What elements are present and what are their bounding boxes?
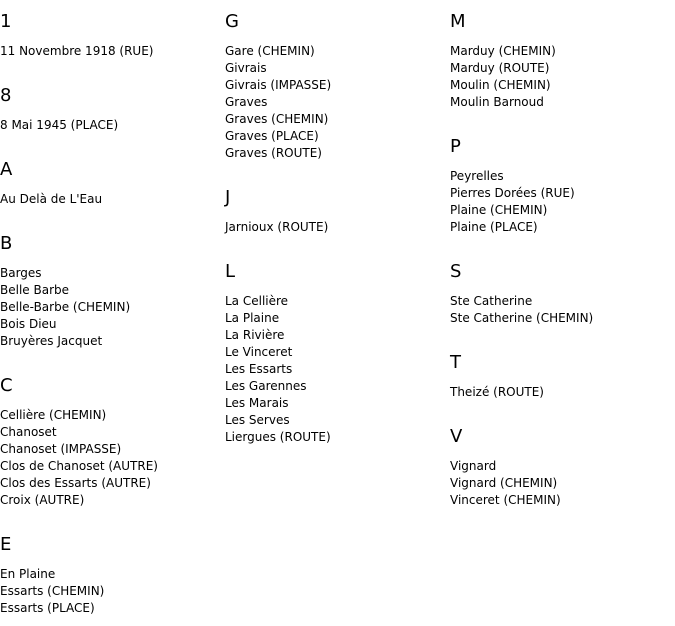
street-link[interactable]: Essarts (CHEMIN) [0,584,105,598]
street-link[interactable]: Les Garennes [225,379,307,393]
street-list-item [225,145,331,162]
street-list-item [225,327,331,344]
street-link[interactable]: Ste Catherine [450,294,533,308]
street-list-item [0,333,130,350]
street-link[interactable]: Les Serves [225,413,290,427]
section-letter-heading: C [0,375,13,396]
letter-section [225,11,445,160]
street-list-item [450,293,593,310]
street-list [225,293,331,446]
street-list [0,191,102,208]
street-link[interactable]: Clos de Chanoset (AUTRE) [0,459,158,473]
section-letter-heading: V [450,426,463,447]
section-letter-heading: A [0,159,13,180]
street-link[interactable]: La Rivière [225,328,285,342]
street-list-item [225,77,331,94]
street-list [0,407,158,509]
street-list-item [0,600,104,617]
street-link[interactable]: Bruyères Jacquet [0,334,103,348]
street-list [450,384,544,401]
letter-section [450,352,670,399]
street-list-item [225,60,331,77]
letter-section [450,136,670,234]
section-letter-heading: G [225,11,239,32]
street-link[interactable]: Vinceret (CHEMIN) [450,493,561,507]
street-link[interactable]: Au Delà de L'Eau [0,192,103,206]
street-link[interactable]: Gare (CHEMIN) [225,44,315,58]
section-letter-heading: T [450,352,461,373]
street-link[interactable]: En Plaine [0,567,56,581]
section-letter-heading: 1 [0,11,12,32]
street-link[interactable]: Theizé (ROUTE) [450,385,544,399]
letter-section [0,375,220,507]
street-link[interactable]: Cellière (CHEMIN) [0,408,107,422]
letter-section [450,11,670,109]
letter-section [450,426,670,507]
street-list-item [225,361,331,378]
letter-section [225,261,445,444]
street-list-item [225,128,331,145]
street-link[interactable]: Plaine (CHEMIN) [450,203,548,217]
section-letter-heading: P [450,136,461,157]
street-list-item [225,94,331,111]
street-link[interactable]: Marduy (ROUTE) [450,61,550,75]
street-link[interactable]: Ste Catherine (CHEMIN) [450,311,594,325]
street-link[interactable]: Liergues (ROUTE) [225,430,331,444]
street-list-item [450,492,561,509]
street-link[interactable]: Chanoset (IMPASSE) [0,442,122,456]
street-link[interactable]: Moulin (CHEMIN) [450,78,551,92]
street-list-item [450,60,556,77]
street-list-item [225,395,331,412]
section-letter-heading: 8 [0,85,12,106]
letter-section [0,85,220,132]
street-list-item [0,299,130,316]
street-list [0,566,104,617]
street-link[interactable]: Croix (AUTRE) [0,493,85,507]
section-letter-heading: L [225,261,236,282]
street-link[interactable]: Givrais [225,61,267,75]
street-list-item [0,492,158,509]
street-list-item [0,117,118,134]
street-list [450,43,556,111]
street-list-item [225,310,331,327]
street-list-item [450,43,556,60]
street-list-item [450,77,556,94]
street-link[interactable]: Jarnioux (ROUTE) [225,220,329,234]
street-list [0,265,130,350]
street-link[interactable]: 8 Mai 1945 (PLACE) [0,118,119,132]
street-link[interactable]: Le Vinceret [225,345,293,359]
street-link[interactable]: La Plaine [225,311,280,325]
street-list-item [0,458,158,475]
street-list-item [225,344,331,361]
letter-section [0,11,220,58]
street-link[interactable]: Chanoset [0,425,57,439]
street-link[interactable]: Graves [225,95,268,109]
street-list-item [0,43,153,60]
street-list [450,168,575,236]
street-link[interactable]: Marduy (CHEMIN) [450,44,556,58]
street-list-item [225,293,331,310]
street-link[interactable]: Les Marais [225,396,289,410]
section-letter-heading: B [0,233,13,254]
street-list-item [0,265,130,282]
street-link[interactable]: Vignard [450,459,497,473]
letter-section [0,534,220,615]
street-list [0,43,153,60]
street-list-item [450,475,561,492]
street-link[interactable]: Belle-Barbe (CHEMIN) [0,300,131,314]
street-list-item [225,429,331,446]
street-list-item [225,378,331,395]
street-list-item [450,458,561,475]
street-link[interactable]: Bois Dieu [0,317,57,331]
street-list-item [225,111,331,128]
street-list-item [0,424,158,441]
street-link[interactable]: Les Essarts [225,362,293,376]
street-list [225,43,331,162]
street-link[interactable]: Peyrelles [450,169,504,183]
section-letter-heading: J [225,187,231,208]
street-list-item [450,94,556,111]
street-list-item [225,219,328,236]
street-list-item [0,583,104,600]
street-link[interactable]: Plaine (PLACE) [450,220,538,234]
street-list-item [450,168,575,185]
street-link[interactable]: Givrais (IMPASSE) [225,78,332,92]
street-list-item [0,441,158,458]
street-link[interactable]: Vignard (CHEMIN) [450,476,558,490]
street-link[interactable]: Graves (CHEMIN) [225,112,329,126]
street-link[interactable]: 11 Novembre 1918 (RUE) [0,44,154,58]
street-link[interactable]: Graves (PLACE) [225,129,319,143]
street-link[interactable]: Graves (ROUTE) [225,146,322,160]
street-list [450,293,593,327]
letter-section [0,233,220,348]
street-list-item [0,282,130,299]
street-list-item [450,384,544,401]
street-link[interactable]: Clos des Essarts (AUTRE) [0,476,151,490]
letter-section [0,159,220,206]
street-list-item [450,202,575,219]
letter-section [225,187,445,234]
section-letter-heading: M [450,11,466,32]
street-link[interactable]: Barges [0,266,42,280]
street-list-item [0,566,104,583]
street-list-item [0,316,130,333]
street-link[interactable]: La Cellière [225,294,289,308]
street-link[interactable]: Belle Barbe [0,283,69,297]
street-link[interactable]: Essarts (PLACE) [0,601,95,615]
street-list-item [0,407,158,424]
section-letter-heading: S [450,261,462,282]
street-list-item [450,310,593,327]
street-list-item [225,43,331,60]
street-list-item [450,185,575,202]
street-list [450,458,561,509]
street-list-item [0,191,102,208]
street-link[interactable]: Moulin Barnoud [450,95,544,109]
street-list-item [0,475,158,492]
street-list-item [225,412,331,429]
street-list-item [450,219,575,236]
section-letter-heading: E [0,534,12,555]
street-list [0,117,118,134]
street-link[interactable]: Pierres Dorées (RUE) [450,186,575,200]
letter-section [450,261,670,325]
street-list [225,219,328,236]
